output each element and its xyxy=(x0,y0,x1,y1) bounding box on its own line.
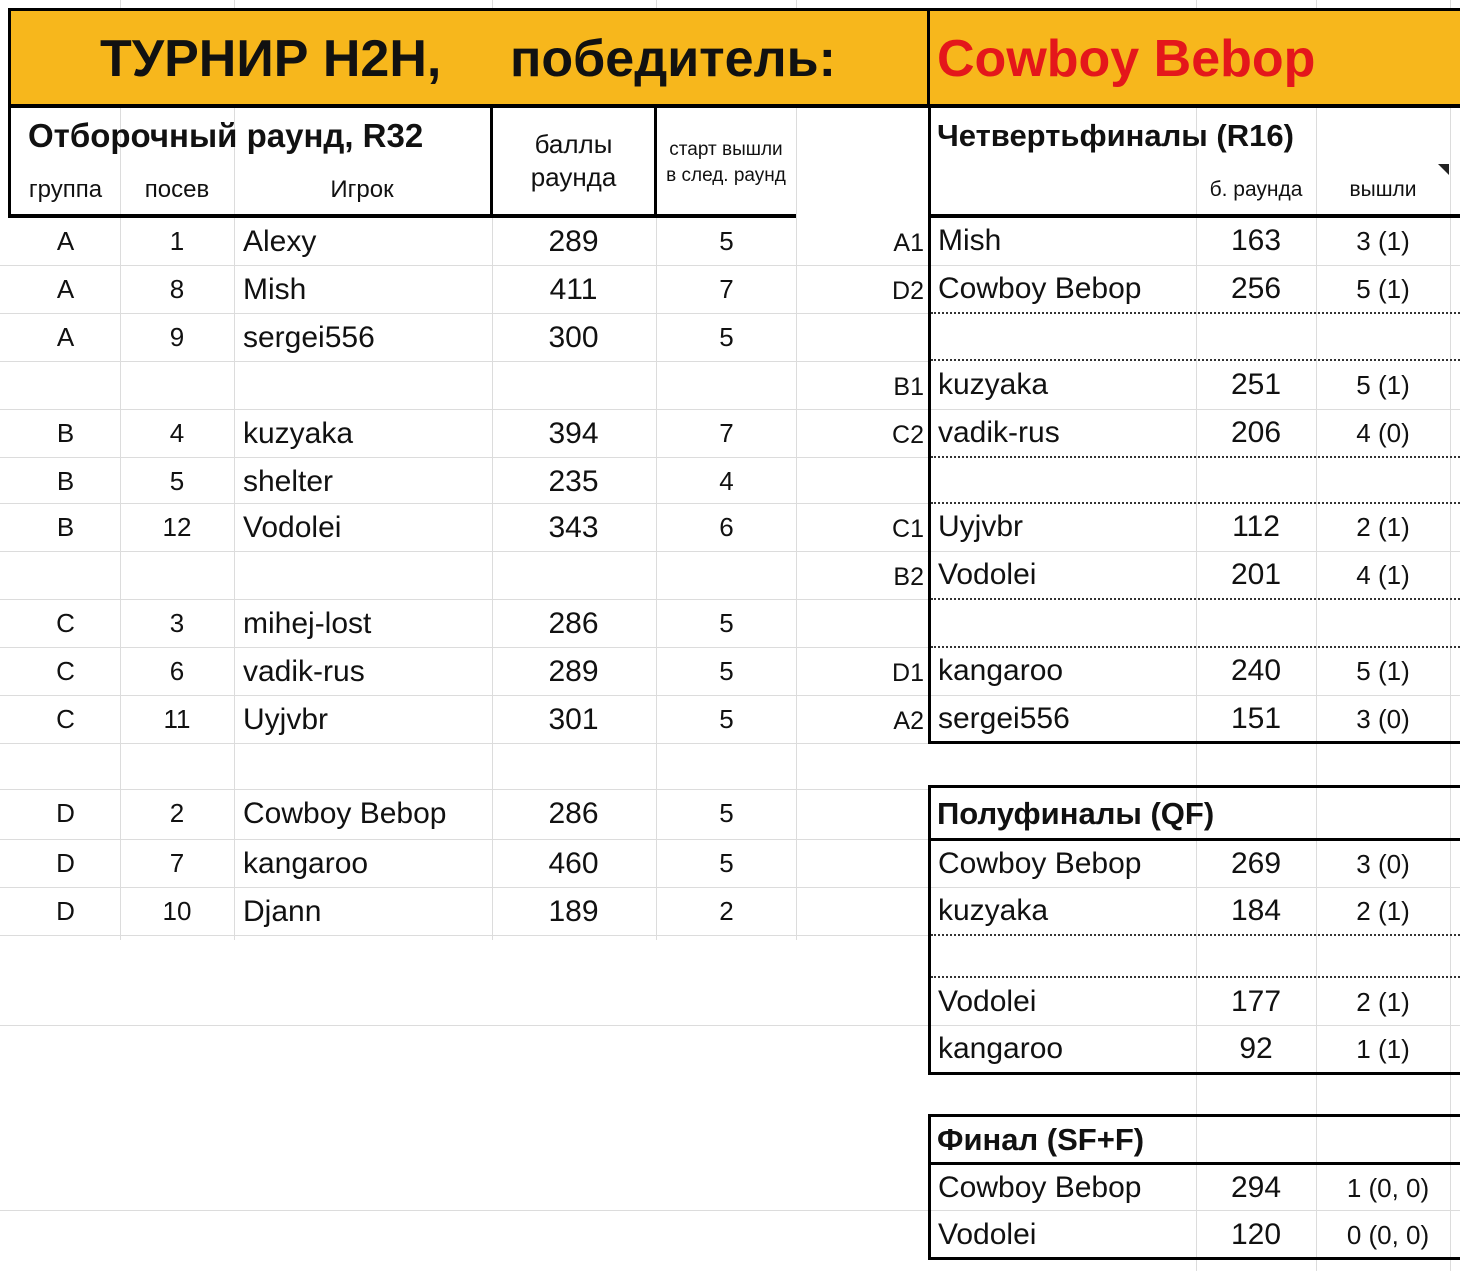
tournament-title: ТУРНИР H2H, xyxy=(100,30,442,88)
sf-player: kuzyaka xyxy=(938,894,1049,927)
row-player: vadik-rus xyxy=(243,654,365,688)
col-header-group: группа xyxy=(28,176,103,203)
sf-advanced: 1 (1) xyxy=(1356,1033,1410,1064)
sf-player: Vodolei xyxy=(938,985,1037,1018)
row-points: 286 xyxy=(548,796,599,830)
row-group: A xyxy=(56,274,75,304)
qf-advanced: 4 (0) xyxy=(1356,417,1410,448)
row-advanced: 2 xyxy=(719,896,734,926)
sf-advanced: 2 (1) xyxy=(1356,895,1410,926)
qf-points: 240 xyxy=(1230,654,1282,687)
comment-marker-icon[interactable] xyxy=(1438,164,1449,175)
sf-points: 269 xyxy=(1230,847,1282,880)
row-advanced: 5 xyxy=(719,656,734,686)
qf-points: 112 xyxy=(1232,510,1280,543)
qf-advanced: 3 (0) xyxy=(1356,703,1410,734)
qf-points: 201 xyxy=(1230,558,1282,591)
row-seed: 4 xyxy=(169,418,185,448)
row-advanced: 5 xyxy=(719,798,734,828)
col-header-points: баллы раунда xyxy=(530,129,617,192)
row-points: 300 xyxy=(548,320,599,354)
final-advanced: 0 (0, 0) xyxy=(1346,1219,1430,1250)
row-seed: 1 xyxy=(169,226,185,256)
row-group: B xyxy=(56,466,75,496)
qf-col-header-advanced: вышли xyxy=(1349,178,1417,201)
row-seed: 5 xyxy=(169,466,185,496)
final-player: Vodolei xyxy=(938,1218,1037,1251)
qf-player: kuzyaka xyxy=(938,368,1049,401)
sf-points: 184 xyxy=(1230,894,1282,927)
row-advanced: 7 xyxy=(719,418,734,448)
row-advanced: 5 xyxy=(719,322,734,352)
row-points: 411 xyxy=(549,272,598,306)
col-header-advanced: старт вышли в след. раунд xyxy=(666,139,786,186)
qf-slot-label: D2 xyxy=(892,276,924,305)
row-advanced: 5 xyxy=(719,848,734,878)
sf-advanced: 3 (0) xyxy=(1356,848,1410,879)
row-player: Uyjvbr xyxy=(243,702,329,736)
qf-slot-label: C2 xyxy=(892,420,924,449)
row-advanced: 5 xyxy=(719,226,734,256)
sf-points: 92 xyxy=(1239,1032,1273,1065)
qf-points: 256 xyxy=(1230,272,1282,305)
row-seed: 9 xyxy=(169,322,185,352)
row-player: sergei556 xyxy=(243,320,375,354)
qf-points: 206 xyxy=(1230,416,1282,449)
row-group: C xyxy=(56,656,75,686)
row-seed: 7 xyxy=(169,848,185,878)
row-advanced: 6 xyxy=(719,512,734,542)
row-player: kuzyaka xyxy=(243,416,354,450)
row-group: D xyxy=(56,848,75,878)
row-group: A xyxy=(56,322,75,352)
qf-player: Uyjvbr xyxy=(938,510,1024,543)
row-advanced: 4 xyxy=(719,466,734,496)
qf-slot-label: C1 xyxy=(892,514,924,543)
semifinals-title: Полуфиналы (QF) xyxy=(937,796,1215,831)
row-points: 189 xyxy=(548,894,599,928)
qualifying-title: Отборочный раунд, R32 xyxy=(28,117,424,154)
qf-points: 163 xyxy=(1230,224,1282,257)
qf-player: Mish xyxy=(938,224,1002,257)
sf-points: 177 xyxy=(1230,985,1282,1018)
quarterfinals-title: Четвертьфиналы (R16) xyxy=(937,118,1294,153)
qf-advanced: 5 (1) xyxy=(1356,369,1410,400)
row-points: 286 xyxy=(548,606,599,640)
row-player: Vodolei xyxy=(243,510,342,544)
qf-advanced: 5 (1) xyxy=(1356,655,1410,686)
final-player: Cowboy Bebop xyxy=(938,1171,1142,1204)
winner-label: победитель: xyxy=(510,30,836,88)
final-points: 294 xyxy=(1230,1171,1282,1204)
row-player: Mish xyxy=(243,272,307,306)
row-group: B xyxy=(56,418,75,448)
qf-advanced: 3 (1) xyxy=(1356,225,1410,256)
row-group: C xyxy=(56,608,75,638)
qf-points: 251 xyxy=(1230,368,1282,401)
row-points: 301 xyxy=(548,702,599,736)
qf-player: sergei556 xyxy=(938,702,1070,735)
qf-player: Vodolei xyxy=(938,558,1037,591)
row-points: 289 xyxy=(548,224,599,258)
row-advanced: 5 xyxy=(719,608,734,638)
row-player: Alexy xyxy=(243,224,317,258)
row-advanced: 7 xyxy=(719,274,734,304)
row-points: 394 xyxy=(548,416,599,450)
qf-advanced: 2 (1) xyxy=(1356,511,1410,542)
row-player: Djann xyxy=(243,894,322,928)
col-header-seed: посев xyxy=(144,176,210,203)
sf-player: kangaroo xyxy=(938,1032,1064,1065)
qf-slot-label: A2 xyxy=(893,706,924,735)
row-player: Cowboy Bebop xyxy=(243,796,447,830)
qf-col-header-points: б. раунда xyxy=(1209,178,1303,201)
final-advanced: 1 (0, 0) xyxy=(1346,1172,1430,1203)
row-points: 235 xyxy=(548,464,599,498)
row-player: shelter xyxy=(243,464,334,498)
row-group: C xyxy=(56,704,75,734)
qf-player: vadik-rus xyxy=(938,416,1060,449)
row-group: A xyxy=(56,226,75,256)
final-points: 120 xyxy=(1230,1218,1282,1251)
qf-advanced: 4 (1) xyxy=(1356,559,1410,590)
row-seed: 3 xyxy=(169,608,185,638)
row-points: 343 xyxy=(548,510,599,544)
qf-player: kangaroo xyxy=(938,654,1064,687)
qf-slot-label: B2 xyxy=(893,562,924,591)
row-points: 289 xyxy=(548,654,599,688)
row-seed: 6 xyxy=(169,656,185,686)
qf-advanced: 5 (1) xyxy=(1356,273,1410,304)
sf-player: Cowboy Bebop xyxy=(938,847,1142,880)
qf-slot-label: A1 xyxy=(893,228,924,257)
row-player: kangaroo xyxy=(243,846,369,880)
row-seed: 11 xyxy=(163,704,191,734)
winner-name: Cowboy Bebop xyxy=(937,30,1316,88)
row-group: D xyxy=(56,798,75,828)
sf-advanced: 2 (1) xyxy=(1356,986,1410,1017)
row-seed: 8 xyxy=(169,274,185,304)
qf-slot-label: B1 xyxy=(893,372,924,401)
final-title: Финал (SF+F) xyxy=(937,1122,1145,1157)
row-group: B xyxy=(56,512,75,542)
row-seed: 10 xyxy=(162,896,192,926)
row-seed: 12 xyxy=(162,512,192,542)
qf-points: 151 xyxy=(1230,702,1282,735)
col-header-player: Игрок xyxy=(330,176,394,203)
qf-slot-label: D1 xyxy=(892,658,924,687)
qf-player: Cowboy Bebop xyxy=(938,272,1142,305)
row-points: 460 xyxy=(548,846,599,880)
row-seed: 2 xyxy=(169,798,185,828)
row-advanced: 5 xyxy=(719,704,734,734)
row-group: D xyxy=(56,896,75,926)
row-player: mihej-lost xyxy=(243,606,372,640)
